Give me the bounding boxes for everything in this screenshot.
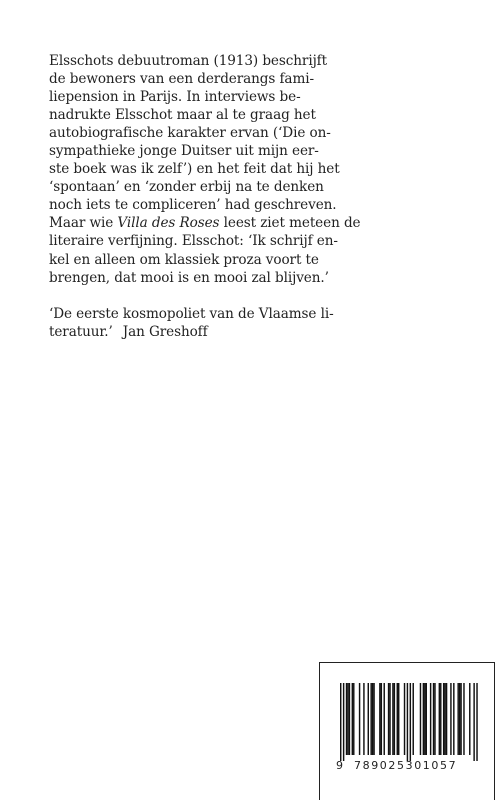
quote-author: Jan Greshoff [122,323,208,340]
barcode-bar [446,683,447,755]
barcode-bar [347,683,348,755]
barcode-box [319,662,495,800]
barcode-bar [392,683,393,755]
paragraph-gap [49,287,469,305]
barcode-bar [394,683,395,755]
blurb-text-fragment: Maar wie [49,215,118,232]
barcode-bar [397,683,398,755]
blurb-line: ste boek was ik zelf’) en het feit dat hij het [49,161,340,178]
barcode-bar [450,683,451,755]
blurb-line: kel en alleen om klassiek proza voort te [49,251,319,268]
blurb-line [49,214,469,232]
barcode-bar [433,683,434,755]
book-title: Villa des Roses [117,215,220,232]
barcode-bar [473,683,474,761]
barcode-bar [384,683,385,755]
blurb-line: Elsschots debuutroman (1913) beschrijft [49,53,327,69]
blurb-line: de bewoners van een derderangs fami- [49,71,314,88]
barcode-bar [453,683,454,755]
barcode-bar [370,683,371,755]
barcode-bar [363,683,364,755]
barcode-bar [407,683,408,761]
blurb-text [49,52,469,341]
barcode-bar [413,683,414,755]
barcode-bar [343,683,344,761]
blurb-line: nadrukte Elsschot maar al te graag het [49,107,316,124]
barcode-bar [381,683,382,755]
barcode-bar [346,683,347,755]
barcode-bar [423,683,424,755]
blurb-line: noch iets te compliceren’ had geschreven. [49,197,337,214]
barcode-first-digit: 9 [336,759,345,772]
isbn-barcode [332,683,484,763]
barcode-bar [389,683,390,755]
barcode-bar [340,683,341,761]
barcode-bar [410,683,411,761]
blurb-line: ‘spontaan’ en ‘zonder erbij na te denken [49,179,324,196]
barcode-bar [349,683,350,755]
blurb-line: liepension in Parijs. In interviews be- [49,89,301,106]
quote-line [49,323,469,341]
barcode-bar [372,683,373,755]
blurb-line: literaire verfijning. Elsschot: ‘Ik schrijf en- [49,233,338,250]
barcode-bar [439,683,440,755]
barcode-bar [379,683,380,755]
blurb-line: autobiografische karakter ervan (‘Die on- [49,125,331,142]
barcode-bar [476,683,477,761]
blurb-text-fragment: leest ziet meteen de [219,215,361,232]
barcode-bar [424,683,425,755]
barcode-bar [373,683,374,755]
barcode-bar [420,683,421,755]
barcode-bar [434,683,435,755]
barcode-bar [440,683,441,755]
barcode-bar [352,683,353,755]
barcode-bar [463,683,464,755]
barcode-bar [404,683,405,755]
barcode-bar [353,683,354,755]
barcode-bar [426,683,427,755]
barcode-bar [398,683,399,755]
barcode-bar [457,683,458,755]
quote-text-end: teratuur.’ [49,323,113,340]
barcode-digits: 789025301057 [354,759,458,772]
barcode-bar [459,683,460,755]
barcode-bar [444,683,445,755]
barcode-bar [430,683,431,755]
barcode-bar [460,683,461,755]
barcode-bar [469,683,470,755]
blurb-line: sympathieke jonge Duitser uit mijn eer- [49,143,319,160]
barcode-bar [359,683,360,755]
barcode-bar [443,683,444,755]
barcode-bar [388,683,389,755]
blurb-line: brengen, dat mooi is en mooi zal blijven.’ [49,269,329,286]
quote-line: ‘De eerste kosmopoliet van de Vlaamse li- [49,305,334,322]
barcode-bar [368,683,369,755]
